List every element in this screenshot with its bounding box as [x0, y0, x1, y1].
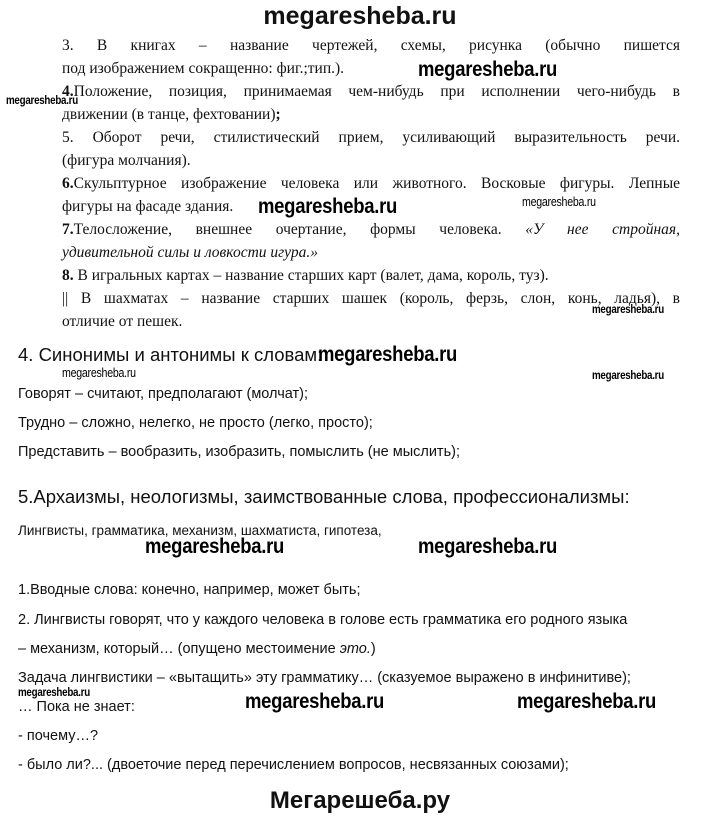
- text: – механизм, который… (опущено местоимение: [18, 641, 340, 657]
- watermark: megaresheba.ru: [258, 195, 398, 218]
- text-line: [62, 220, 680, 240]
- text: ): [370, 641, 376, 657]
- watermark: megaresheba.ru: [318, 343, 458, 366]
- watermark: megaresheba.ru: [592, 304, 664, 316]
- section-5-title: 5.Архаизмы, неологизмы, заимствованные слова, профессионализмы:: [18, 486, 630, 507]
- site-header: megaresheba.ru: [263, 2, 457, 30]
- section-4-title: 4. Синонимы и антонимы к словам:: [18, 344, 323, 365]
- analysis-line: [18, 639, 376, 659]
- synonym-line: Представить – вообразить, изобразить, помыслить (не мыслить);: [18, 444, 460, 460]
- analysis-line: - почему…?: [18, 728, 99, 744]
- text-line: [62, 82, 680, 102]
- site-footer: Мегарешеба.ру: [269, 787, 451, 814]
- watermark: megaresheba.ru: [592, 370, 664, 382]
- text-line: под изображением сокращенно: фиг.;тип.).: [62, 60, 345, 77]
- watermark: megaresheba.ru: [517, 690, 657, 713]
- item-number: 4.: [62, 83, 74, 100]
- watermark: megaresheba.ru: [145, 535, 285, 558]
- text-line: (фигура молчания).: [62, 152, 191, 169]
- synonym-line: Трудно – сложно, нелегко, не просто (легко, просто);: [18, 415, 373, 431]
- watermark: megaresheba.ru: [418, 58, 558, 81]
- item-number: 7.: [62, 221, 74, 238]
- text-line: [62, 243, 318, 263]
- quote: «У нее стройная,: [525, 221, 680, 238]
- analysis-line: … Пока не знает:: [18, 699, 135, 715]
- words-line: Лингвисты, грамматика, механизм, шахматиста, гипотеза,: [18, 523, 382, 538]
- text-line: || В шахматах – название старших шашек (король, ферзь, слон, конь, ладья), в: [62, 290, 680, 307]
- watermark: megaresheba.ru: [522, 195, 596, 209]
- text-line: [62, 105, 281, 125]
- quote: удивительной силы и ловкости игура.»: [62, 244, 318, 261]
- text-line: [62, 174, 680, 194]
- analysis-line: - было ли?... (двоеточие перед перечислением вопросов, несвязанных союзами);: [18, 757, 569, 773]
- text: Телосложение, внешнее очертание, формы человека.: [73, 221, 526, 238]
- watermark: megaresheba.ru: [245, 690, 385, 713]
- watermark: megaresheba.ru: [62, 366, 136, 380]
- analysis-line: 2. Лингвисты говорят, что у каждого человека в голове есть грамматика его родного языка: [18, 612, 628, 628]
- synonym-line: Говорят – считают, предполагают (молчат);: [18, 386, 308, 402]
- analysis-line: Задача лингвистики – «вытащить» эту грамматику… (сказуемое выражено в инфинитиве);: [18, 670, 631, 686]
- text-line: 3. В книгах – название чертежей, схемы, рисунка (обычно пишется: [62, 37, 680, 54]
- text: движении (в танце, фехтовании): [62, 106, 276, 123]
- item-number: 8.: [62, 267, 74, 284]
- text: Скульптурное изображение человека или животного. Восковые фигуры. Лепные: [73, 175, 680, 192]
- text-line: 5. Оборот речи, стилистический прием, усиливающий выразительность речи.: [62, 129, 680, 146]
- punct: ;: [275, 106, 281, 123]
- watermark: megaresheba.ru: [18, 687, 90, 699]
- watermark: megaresheba.ru: [418, 535, 558, 558]
- item-number: 6.: [62, 175, 74, 192]
- watermark: megaresheba.ru: [6, 95, 78, 107]
- analysis-line: 1.Вводные слова: конечно, например, может быть;: [18, 582, 361, 598]
- text: В игральных картах – название старших карт (валет, дама, король, туз).: [73, 267, 549, 284]
- italic-word: это.: [339, 641, 371, 657]
- text-line: фигуры на фасаде здания.: [62, 198, 234, 215]
- text-line: [62, 266, 549, 286]
- text: Положение, позиция, принимаемая чем-нибудь при исполнении чего-нибудь в: [73, 83, 680, 100]
- text-line: отличие от пешек.: [62, 313, 183, 330]
